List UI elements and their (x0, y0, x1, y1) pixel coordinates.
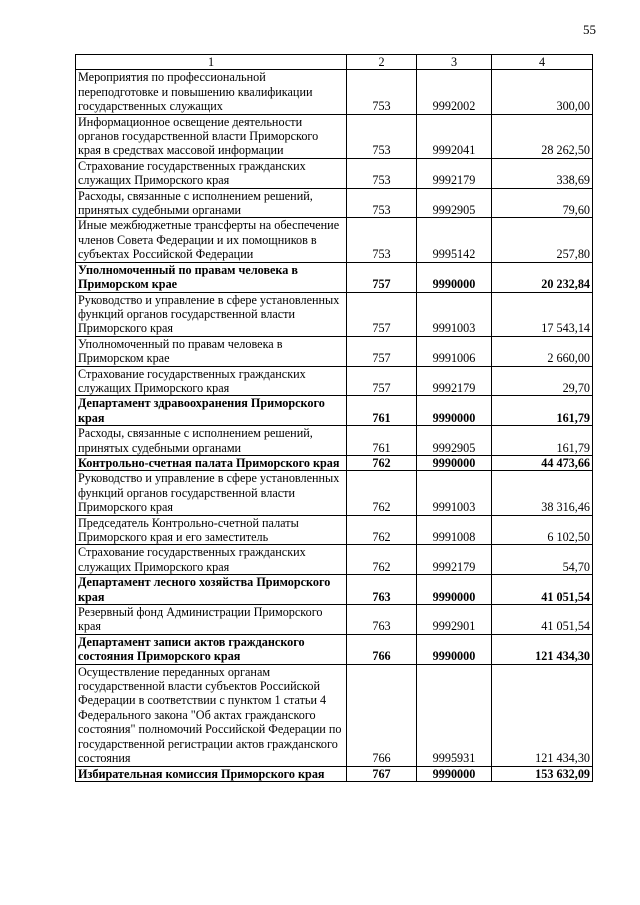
row-sum-cell: 54,70 (492, 545, 593, 575)
row-sum-cell: 79,60 (492, 188, 593, 218)
row-ved-cell: 762 (347, 545, 417, 575)
row-code-cell: 9995142 (417, 218, 492, 262)
row-code-cell: 9990000 (417, 766, 492, 781)
row-name-cell: Руководство и управление в сфере установленных функций органов государственной власти Приморского края (76, 292, 347, 336)
row-ved-cell: 753 (347, 114, 417, 158)
row-ved-cell: 763 (347, 605, 417, 635)
table-row (76, 218, 593, 262)
row-sum-cell: 28 262,50 (492, 114, 593, 158)
table-row (76, 292, 593, 336)
row-code-cell: 9992905 (417, 188, 492, 218)
row-name-cell: Председатель Контрольно-счетной палаты Приморского края и его заместитель (76, 515, 347, 545)
row-name-cell: Департамент здравоохранения Приморского края (76, 396, 347, 426)
column-header: 2 (347, 55, 417, 70)
row-ved-cell: 757 (347, 366, 417, 396)
table-row (76, 575, 593, 605)
table-row (76, 426, 593, 456)
table-row (76, 455, 593, 470)
table-row (76, 188, 593, 218)
table-row (76, 70, 593, 114)
row-name-cell: Иные межбюджетные трансферты на обеспечение членов Совета Федерации и их помощников в субъектах Российской Федерации (76, 218, 347, 262)
table-row (76, 396, 593, 426)
row-name-cell: Страхование государственных гражданских служащих Приморского края (76, 545, 347, 575)
row-code-cell: 9992179 (417, 366, 492, 396)
table-header-row (76, 55, 593, 70)
table-row (76, 605, 593, 635)
row-sum-cell: 41 051,54 (492, 575, 593, 605)
row-code-cell: 9990000 (417, 396, 492, 426)
row-ved-cell: 762 (347, 515, 417, 545)
row-name-cell: Мероприятия по профессиональной переподготовке и повышению квалификации государственных служащих (76, 70, 347, 114)
row-code-cell: 9990000 (417, 262, 492, 292)
row-ved-cell: 762 (347, 471, 417, 515)
row-ved-cell: 753 (347, 188, 417, 218)
row-name-cell: Расходы, связанные с исполнением решений, принятых судебными органами (76, 188, 347, 218)
row-sum-cell: 121 434,30 (492, 634, 593, 664)
row-ved-cell: 753 (347, 70, 417, 114)
row-name-cell: Расходы, связанные с исполнением решений, принятых судебными органами (76, 426, 347, 456)
row-sum-cell: 20 232,84 (492, 262, 593, 292)
row-code-cell: 9995931 (417, 664, 492, 766)
page-number: 55 (583, 22, 596, 37)
column-header: 1 (76, 55, 347, 70)
row-name-cell: Департамент записи актов гражданского состояния Приморского края (76, 634, 347, 664)
row-sum-cell: 300,00 (492, 70, 593, 114)
row-name-cell: Департамент лесного хозяйства Приморского края (76, 575, 347, 605)
row-ved-cell: 762 (347, 455, 417, 470)
row-ved-cell: 761 (347, 396, 417, 426)
row-name-cell: Информационное освещение деятельности органов государственной власти Приморского края в средствах массовой информации (76, 114, 347, 158)
column-header: 3 (417, 55, 492, 70)
row-sum-cell: 29,70 (492, 366, 593, 396)
row-sum-cell: 6 102,50 (492, 515, 593, 545)
table-row (76, 336, 593, 366)
row-sum-cell: 257,80 (492, 218, 593, 262)
row-ved-cell: 767 (347, 766, 417, 781)
row-code-cell: 9992002 (417, 70, 492, 114)
budget-table (75, 54, 593, 782)
row-name-cell: Осуществление переданных органам государственной власти субъектов Российской Федерации в соответствии с пунктом 1 статьи 4 Федерального закона "Об актах гражданского состояния" полномочий Российской Федерации по государственной регистрации актов гражданского состояния (76, 664, 347, 766)
table-row (76, 471, 593, 515)
row-ved-cell: 757 (347, 336, 417, 366)
row-name-cell: Избирательная комиссия Приморского края (76, 766, 347, 781)
row-sum-cell: 17 543,14 (492, 292, 593, 336)
row-code-cell: 9992179 (417, 158, 492, 188)
row-name-cell: Уполномоченный по правам человека в Приморском крае (76, 262, 347, 292)
row-sum-cell: 2 660,00 (492, 336, 593, 366)
row-code-cell: 9990000 (417, 634, 492, 664)
row-ved-cell: 763 (347, 575, 417, 605)
table-row (76, 545, 593, 575)
row-code-cell: 9990000 (417, 455, 492, 470)
row-name-cell: Контрольно-счетная палата Приморского края (76, 455, 347, 470)
table-row (76, 515, 593, 545)
row-ved-cell: 766 (347, 664, 417, 766)
row-sum-cell: 161,79 (492, 396, 593, 426)
row-name-cell: Резервный фонд Администрации Приморского края (76, 605, 347, 635)
row-code-cell: 9992905 (417, 426, 492, 456)
table-row (76, 366, 593, 396)
row-code-cell: 9990000 (417, 575, 492, 605)
row-sum-cell: 153 632,09 (492, 766, 593, 781)
row-name-cell: Уполномоченный по правам человека в Приморском крае (76, 336, 347, 366)
table-row (76, 158, 593, 188)
row-name-cell: Страхование государственных гражданских служащих Приморского края (76, 366, 347, 396)
row-code-cell: 9992901 (417, 605, 492, 635)
row-code-cell: 9991006 (417, 336, 492, 366)
row-sum-cell: 338,69 (492, 158, 593, 188)
table-row (76, 634, 593, 664)
row-sum-cell: 41 051,54 (492, 605, 593, 635)
row-sum-cell: 121 434,30 (492, 664, 593, 766)
row-ved-cell: 753 (347, 218, 417, 262)
row-code-cell: 9991003 (417, 292, 492, 336)
row-name-cell: Страхование государственных гражданских служащих Приморского края (76, 158, 347, 188)
table-row (76, 262, 593, 292)
row-name-cell: Руководство и управление в сфере установленных функций органов государственной власти Приморского края (76, 471, 347, 515)
row-ved-cell: 766 (347, 634, 417, 664)
table-row (76, 664, 593, 766)
row-sum-cell: 161,79 (492, 426, 593, 456)
row-code-cell: 9991003 (417, 471, 492, 515)
row-code-cell: 9992041 (417, 114, 492, 158)
row-ved-cell: 757 (347, 292, 417, 336)
table-row (76, 114, 593, 158)
table-row (76, 766, 593, 781)
row-ved-cell: 761 (347, 426, 417, 456)
row-ved-cell: 757 (347, 262, 417, 292)
row-ved-cell: 753 (347, 158, 417, 188)
column-header: 4 (492, 55, 593, 70)
row-sum-cell: 44 473,66 (492, 455, 593, 470)
row-code-cell: 9991008 (417, 515, 492, 545)
row-sum-cell: 38 316,46 (492, 471, 593, 515)
row-code-cell: 9992179 (417, 545, 492, 575)
